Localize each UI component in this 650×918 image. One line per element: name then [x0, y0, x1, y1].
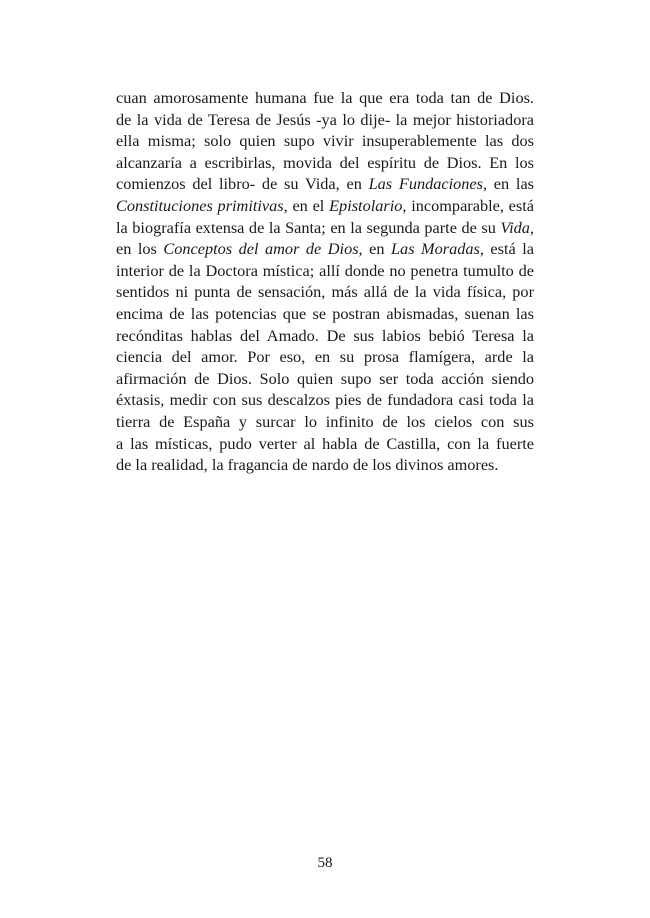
text-segment: ciencia del amor. Por eso, en su prosa flamígera, arde la — [116, 347, 534, 367]
text-segment: , — [529, 217, 534, 237]
text-segment: alcanzaría a escribirlas, movida del espíritu de Dios. En los — [116, 152, 534, 172]
text-line — [116, 281, 534, 303]
text-segment: , en — [358, 239, 391, 259]
text-segment: interior de la Doctora mística; allí donde no penetra tumulto de — [116, 260, 534, 280]
text-line — [116, 130, 534, 152]
text-line — [116, 454, 534, 476]
text-line — [116, 389, 534, 411]
text-segment: encima de las potencias que se postran abismadas, suenan las — [116, 303, 534, 323]
text-segment: tierra de España y surcar lo infinito de los cielos con sus — [116, 411, 534, 431]
text-line — [116, 411, 534, 433]
italic-title-text: Epistolario — [329, 195, 403, 215]
text-line — [116, 152, 534, 174]
text-segment: , en el — [283, 195, 330, 215]
italic-title-text: Las Fundaciones — [368, 174, 483, 194]
text-segment: en los — [116, 239, 164, 259]
text-line — [116, 173, 534, 195]
text-line — [116, 217, 534, 239]
text-line — [116, 303, 534, 325]
text-line — [116, 433, 534, 455]
text-segment: éxtasis, medir con sus descalzos pies de fundadora casi toda la — [116, 390, 534, 410]
text-line — [116, 87, 534, 109]
text-line — [116, 346, 534, 368]
text-segment: , está la — [479, 239, 534, 259]
text-segment: de la vida de Teresa de Jesús -ya lo dije- la mejor historiadora — [116, 109, 534, 129]
text-line — [116, 260, 534, 282]
italic-title-text: Las Moradas — [391, 239, 480, 259]
text-line — [116, 325, 534, 347]
text-segment: la biografía extensa de la Santa; en la segunda parte de su — [116, 217, 501, 237]
text-line — [116, 109, 534, 131]
text-segment: ella misma; solo quien supo vivir insuperablemente las dos — [116, 131, 534, 151]
text-line — [116, 368, 534, 390]
text-segment: recónditas hablas del Amado. De sus labios bebió Teresa la — [116, 325, 534, 345]
text-segment: , incomparable, está — [402, 195, 534, 215]
text-segment: afirmación de Dios. Solo quien supo ser toda acción siendo — [116, 368, 534, 388]
body-paragraph — [116, 87, 534, 476]
text-segment: de la realidad, la fragancia de nardo de los divinos amores. — [116, 455, 499, 475]
text-segment: a las místicas, pudo verter al habla de Castilla, con la fuerte — [116, 433, 534, 453]
italic-title-text: Constituciones primitivas — [116, 195, 284, 215]
italic-title-text: Conceptos del amor de Dios — [163, 239, 359, 259]
text-line — [116, 238, 534, 260]
text-segment: cuan amorosamente humana fue la que era toda tan de Dios. — [116, 88, 534, 107]
page-number: 58 — [317, 855, 333, 871]
text-line — [116, 195, 534, 217]
italic-title-text: Vida — [500, 217, 530, 237]
text-segment: comienzos del libro- de su Vida, en — [116, 174, 369, 194]
text-segment: sentidos ni punta de sensación, más allá de la vida física, por — [116, 282, 534, 302]
text-segment: , en las — [482, 174, 534, 194]
